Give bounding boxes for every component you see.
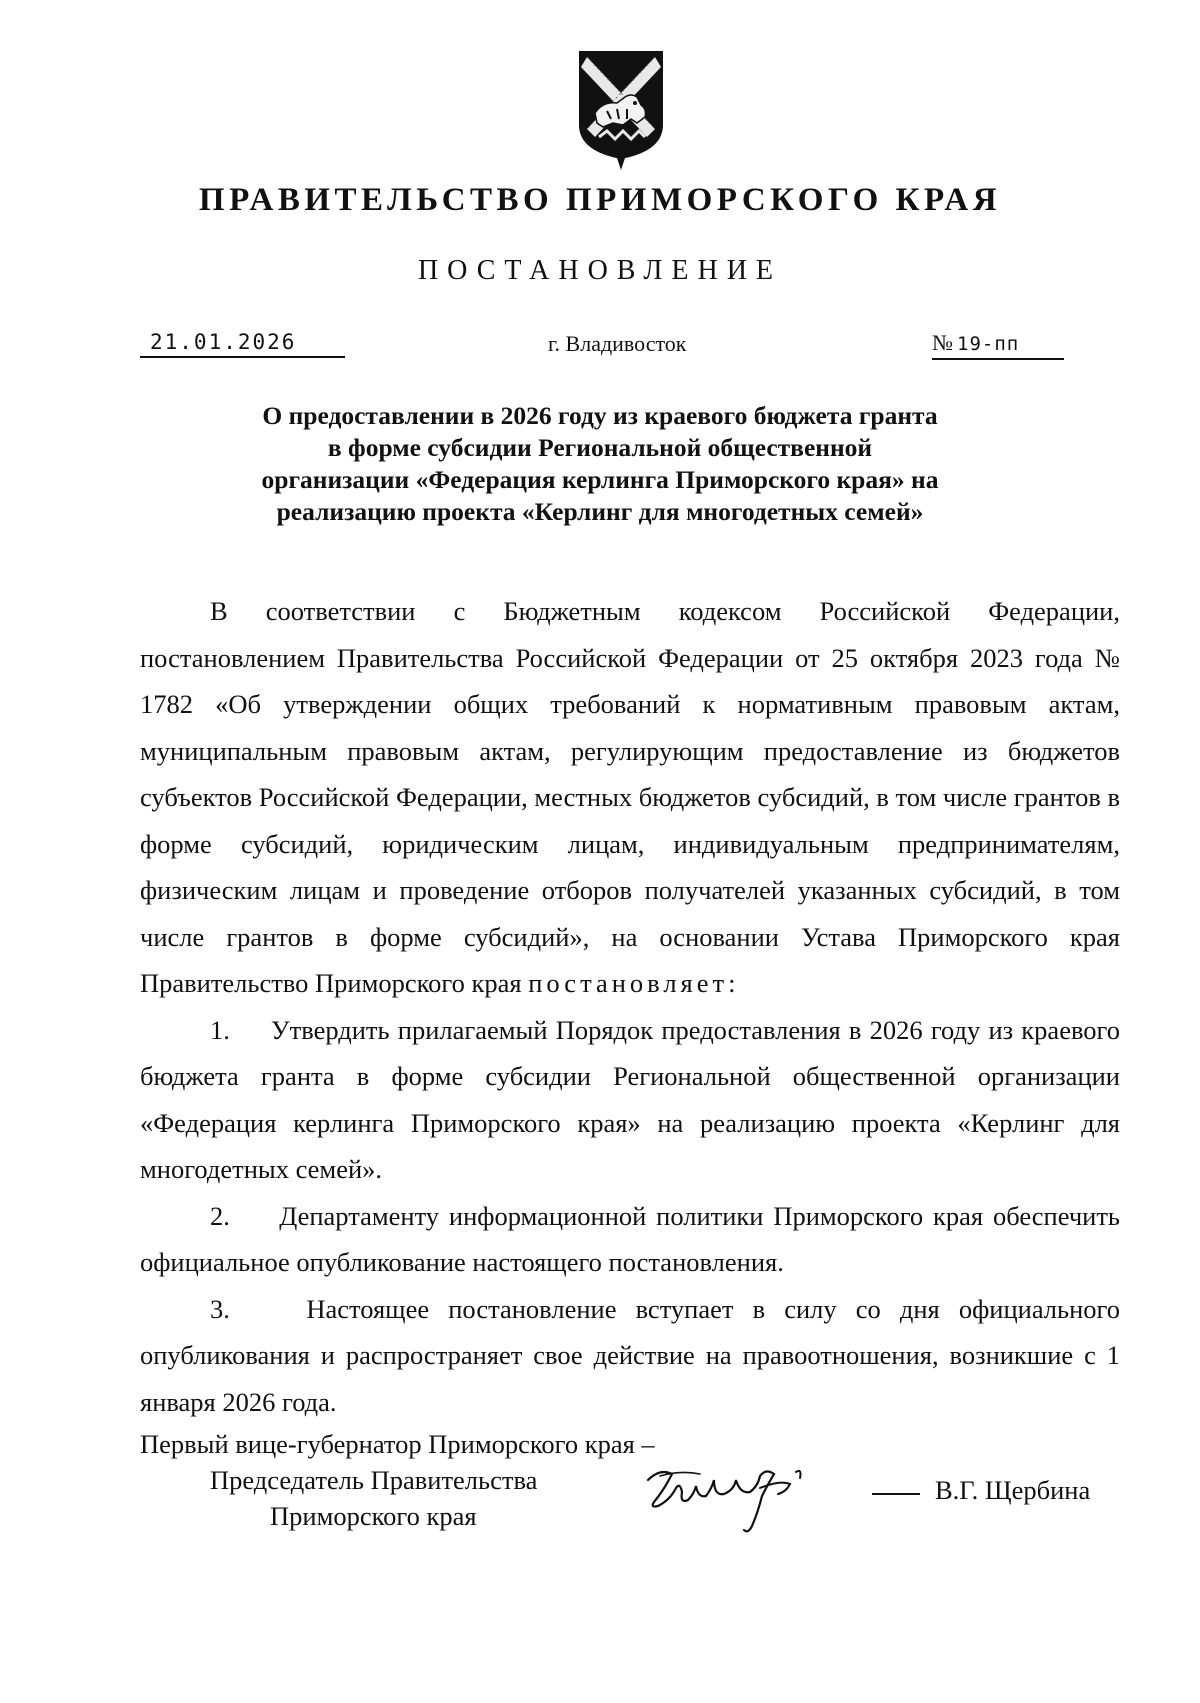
resolves-word: постановляет: [528, 968, 740, 998]
organization-name: ПРАВИТЕЛЬСТВО ПРИМОРСКОГО КРАЯ [198, 182, 1002, 218]
list-item [140, 1286, 1120, 1426]
item-number: 3. [210, 1293, 230, 1324]
item-number: 1. [210, 1014, 230, 1045]
signatory-name: В.Г. Щербина [935, 1475, 1091, 1505]
position-line: Приморского края [270, 1501, 477, 1531]
preamble-text: В соответствии с Бюджетным кодексом Российской Федерации, постановлением Правительства Российской Федерации от 25 октября 2023 года № 1782 «Об утверждении общих требований к нормативным правовым актам, муниципальным правовым актам, регулирующим предоставление из бюджетов субъектов Российской Федерации, местных бюджетов субсидий, в том числе грантов в форме субсидий, юридическим лицам, индивидуальным предпринимателям, физическим лицам и проведение отборов получателей указанных субсидий, в том числе грантов в форме субсидий», на основании Устава Приморского края Правительство Приморского края [140, 596, 1120, 998]
item-number: 2. [210, 1200, 230, 1231]
title-line: организации «Федерация керлинга Приморского края» на [261, 465, 939, 494]
document-date: 21.01.2026 [140, 330, 345, 358]
list-item [140, 1193, 1120, 1286]
title-line: реализацию проекта «Керлинг для многодетных семей» [276, 497, 924, 526]
primorsky-krai-coat-of-arms-icon [573, 47, 669, 172]
preamble-paragraph [140, 588, 1120, 1007]
document-type: ПОСТАНОВЛЕНИЕ [417, 255, 783, 286]
signature-dash [872, 1493, 920, 1495]
handwritten-signature-icon [640, 1450, 850, 1540]
number-prefix: № [932, 330, 953, 355]
item-text: Департаменту информационной политики Приморского края обеспечить официальное опубликование настоящего постановления. [140, 1200, 1120, 1277]
title-line: О предоставлении в 2026 году из краевого бюджета гранта [262, 401, 938, 430]
document-city: г. Владивосток [548, 331, 687, 356]
title-line: в форме субсидии Региональной общественной [327, 433, 873, 462]
signatory-position [140, 1426, 655, 1534]
document-number [932, 330, 1064, 360]
document-body [140, 588, 1120, 1425]
number-value: 19-пп [957, 333, 1020, 355]
position-line: Первый вице-губернатор Приморского края – [140, 1429, 655, 1459]
list-item [140, 1007, 1120, 1193]
document-title [170, 400, 1030, 528]
item-text: Утвердить прилагаемый Порядок предоставления в 2026 году из краевого бюджета гранта в форме субсидии Региональной общественной организации «Федерация керлинга Приморского края» на реализацию проекта «Керлинг для многодетных семей». [140, 1014, 1120, 1184]
position-line: Председатель Правительства [210, 1465, 538, 1495]
item-text: Настоящее постановление вступает в силу со дня официального опубликования и распространяет свое действие на правоотношения, возникшие с 1 января 2026 года. [140, 1293, 1121, 1417]
